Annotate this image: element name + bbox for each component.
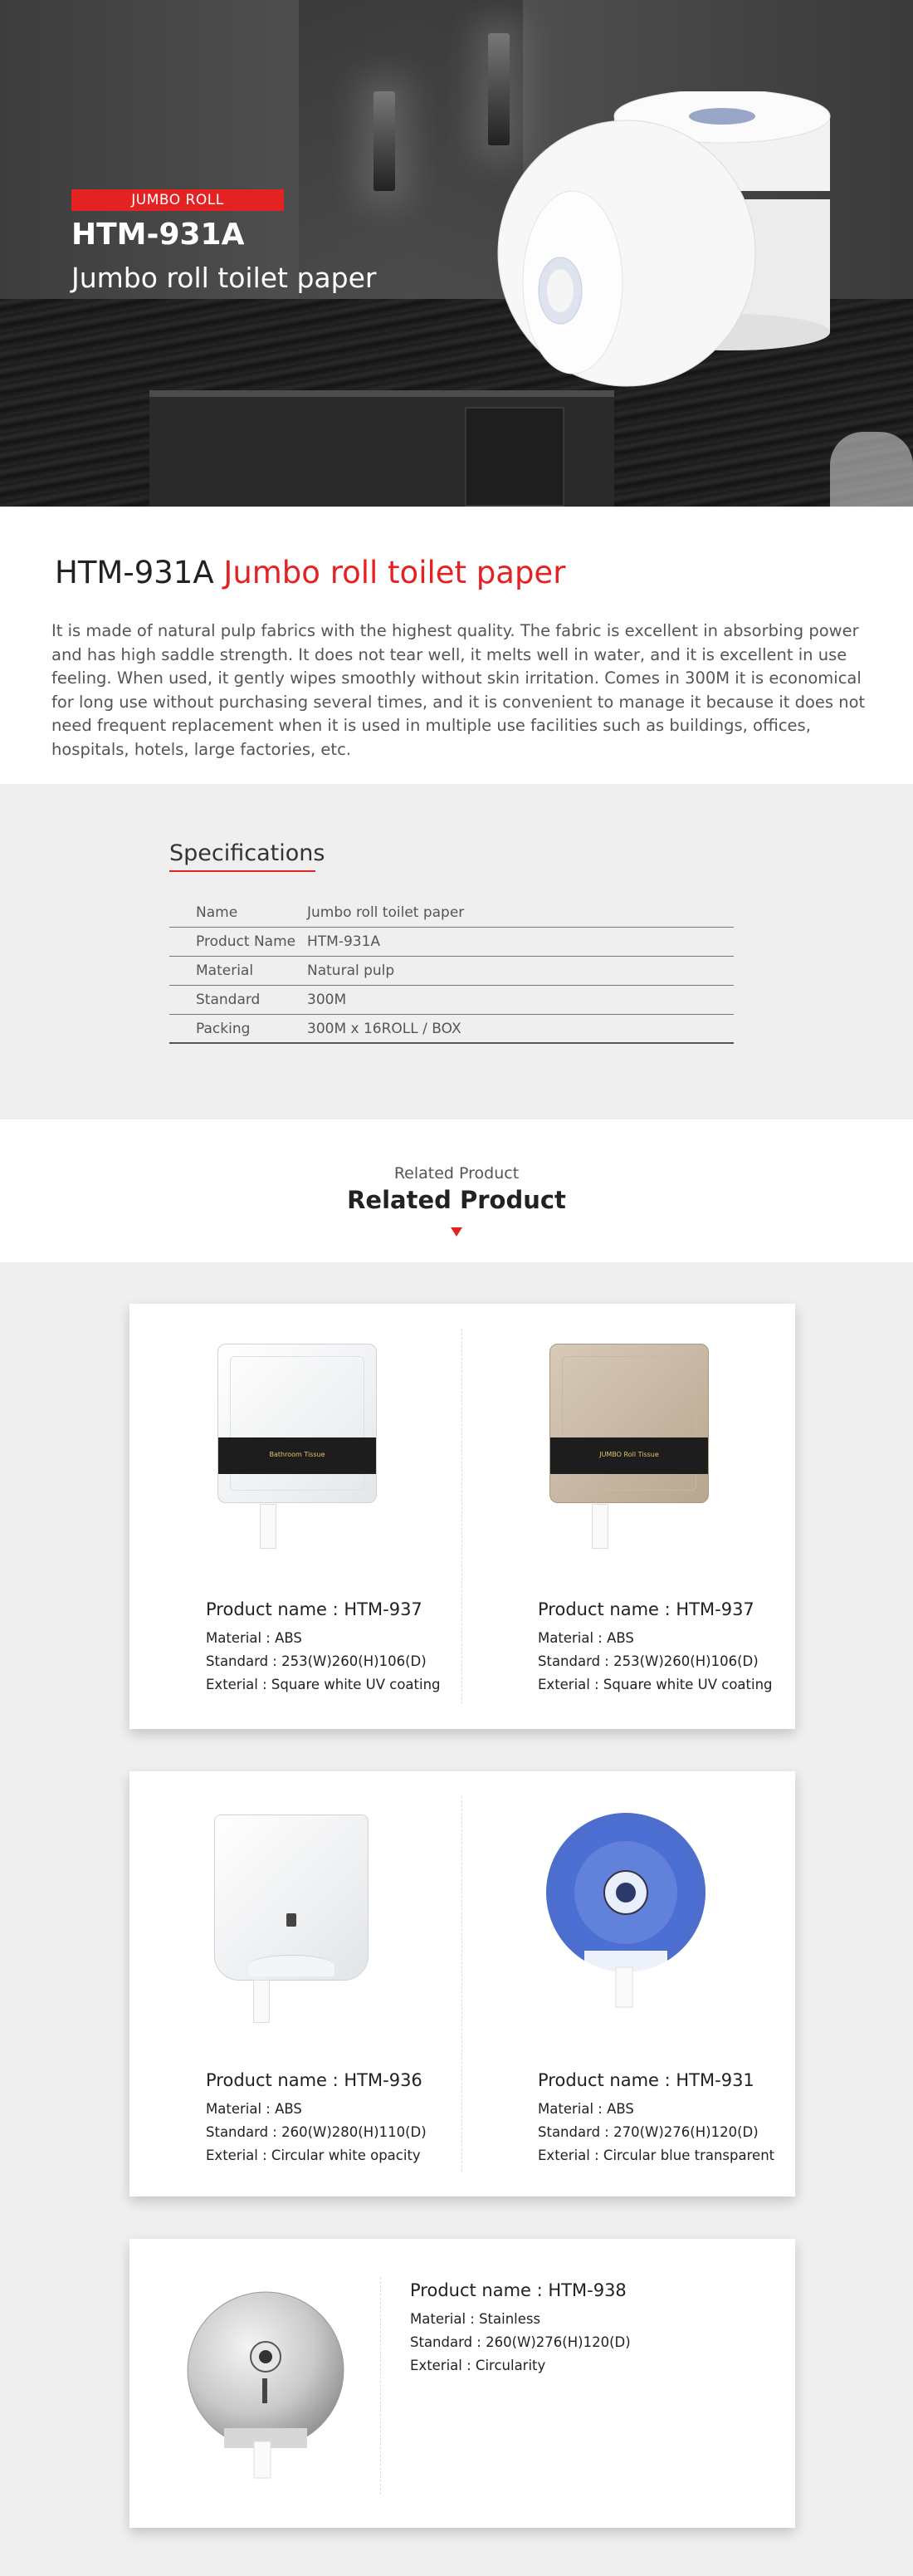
- specifications-title: Specifications: [169, 840, 325, 866]
- spec-key: Standard: [196, 992, 261, 1008]
- product-name: Product name : HTM-938: [410, 2280, 627, 2300]
- hero-subtitle: Jumbo roll toilet paper: [71, 262, 377, 294]
- product-exterial: Exterial : Square white UV coating: [538, 1677, 773, 1692]
- product-material: Material : ABS: [538, 2101, 634, 2117]
- specifications-table: [169, 899, 734, 1044]
- spec-value: 300M: [307, 992, 347, 1008]
- spec-value: Natural pulp: [307, 962, 395, 979]
- specifications-section: [0, 784, 913, 1119]
- related-subtitle: Related Product: [393, 1164, 520, 1183]
- product-standard: Standard : 270(W)276(H)120(D): [538, 2124, 759, 2140]
- product-material: Material : ABS: [538, 1630, 634, 1646]
- spec-value: 300M x 16ROLL / BOX: [307, 1020, 461, 1037]
- spec-row: [169, 957, 734, 986]
- wall-sconce-left: [374, 91, 395, 191]
- spec-key: Packing: [196, 1020, 251, 1037]
- product-exterial: Exterial : Circularity: [410, 2358, 546, 2373]
- product-image-htm937-white[interactable]: [217, 1344, 377, 1503]
- hero-model-title: HTM-931A: [71, 218, 245, 252]
- product-card: [129, 2239, 795, 2528]
- product-image-htm936[interactable]: [214, 1814, 369, 1981]
- product-name: Product name : HTM-937: [538, 1599, 754, 1619]
- product-exterial: Exterial : Circular white opacity: [206, 2147, 421, 2163]
- spec-row: [169, 928, 734, 957]
- product-image-htm931[interactable]: [543, 1810, 709, 2009]
- product-card: [129, 1304, 795, 1729]
- spec-row: [169, 986, 734, 1015]
- page-title: [55, 555, 565, 590]
- product-exterial: Exterial : Circular blue transparent: [538, 2147, 775, 2163]
- spec-key: Name: [196, 904, 238, 921]
- category-badge: JUMBO ROLL: [71, 189, 284, 211]
- product-card: [129, 1771, 795, 2196]
- product-standard: Standard : 260(W)280(H)110(D): [206, 2124, 427, 2140]
- product-image-htm938[interactable]: [183, 2287, 349, 2486]
- product-material: Material : Stainless: [410, 2311, 541, 2327]
- product-standard: Standard : 253(W)260(H)106(D): [206, 1653, 427, 1669]
- product-description: It is made of natural pulp fabrics with the highest quality. The fabric is excellent in absorbing power and has high saddle strength. It does not tear well, it melts well in water, and it is excellent in use feeling. When used, it gently wipes smoothly without skin irritation. Comes in 300M it is economical for long use without purchasing several times, and it is convenient to manage it because it does not need frequent replacement when it is used in multiple use facilities such as buildings, offices, hospitals, hotels, large factories, etc.: [51, 621, 866, 759]
- spec-row: [169, 899, 734, 928]
- related-title: Related Product: [347, 1186, 566, 1214]
- card-divider: [461, 1796, 462, 2172]
- product-material: Material : ABS: [206, 1630, 302, 1646]
- product-image-htm937-beige[interactable]: [549, 1344, 709, 1503]
- spec-value: HTM-931A: [307, 933, 381, 950]
- card-divider: [380, 2277, 381, 2495]
- dispenser-window-label: JUMBO Roll Tissue: [599, 1451, 659, 1458]
- hero-cabinet: [465, 407, 564, 507]
- page-title-model: HTM-931A: [55, 555, 214, 590]
- product-name: Product name : HTM-937: [206, 1599, 422, 1619]
- product-exterial: Exterial : Square white UV coating: [206, 1677, 441, 1692]
- spec-value: Jumbo roll toilet paper: [307, 904, 465, 921]
- product-name: Product name : HTM-931: [538, 2070, 754, 2090]
- product-standard: Standard : 260(W)276(H)120(D): [410, 2334, 631, 2350]
- product-standard: Standard : 253(W)260(H)106(D): [538, 1653, 759, 1669]
- card-divider: [461, 1329, 462, 1704]
- hero-banner: [0, 0, 913, 507]
- spec-row: [169, 1015, 734, 1044]
- jumbo-rolls-image: [490, 91, 838, 390]
- triangle-down-icon: [451, 1227, 462, 1237]
- spec-key: Material: [196, 962, 254, 979]
- dispenser-window-label: Bathroom Tissue: [269, 1451, 325, 1458]
- product-material: Material : ABS: [206, 2101, 302, 2117]
- product-name: Product name : HTM-936: [206, 2070, 422, 2090]
- page-title-name: Jumbo roll toilet paper: [223, 555, 566, 590]
- specifications-underline: [169, 870, 315, 872]
- hero-toilet: [830, 432, 913, 507]
- spec-key: Product Name: [196, 933, 296, 950]
